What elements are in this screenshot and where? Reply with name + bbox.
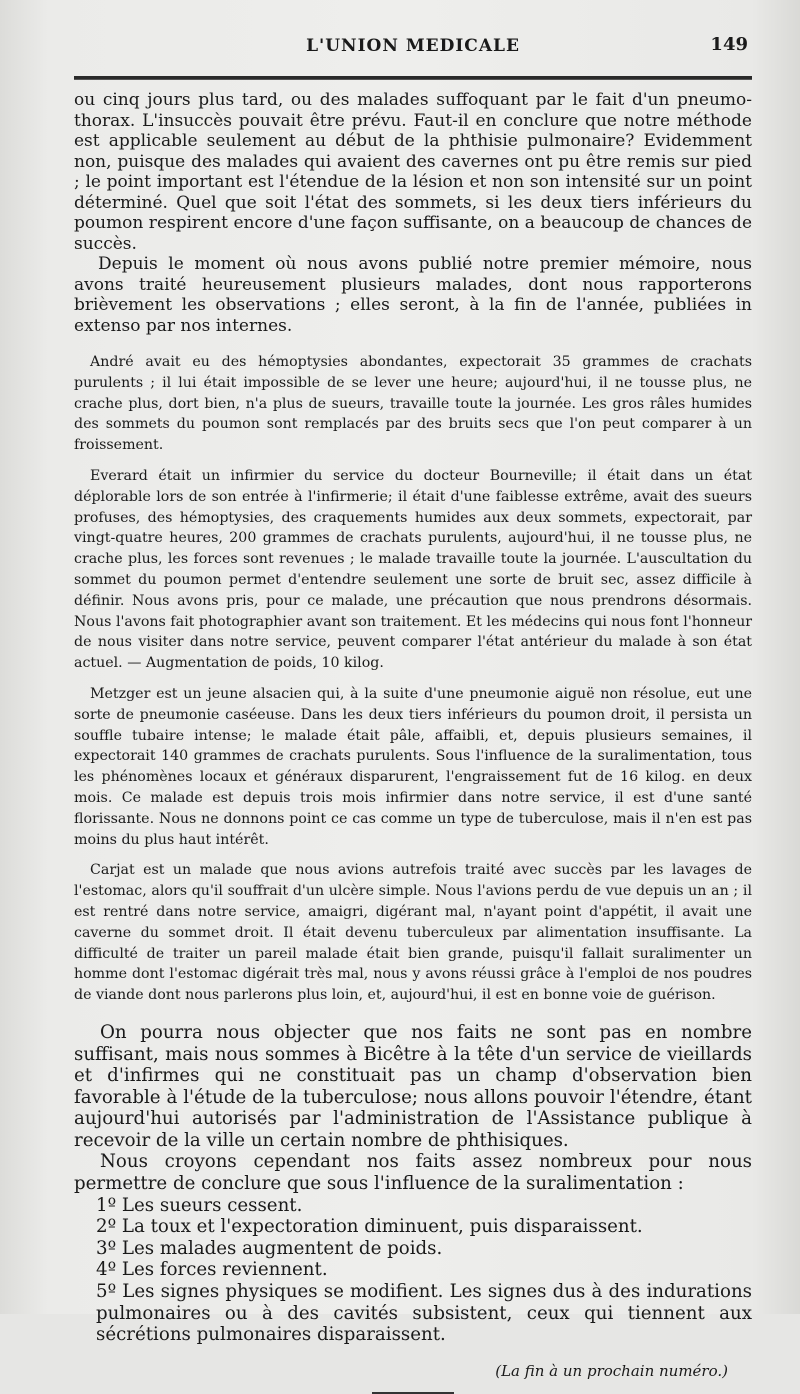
case-everard: Everard était un infirmier du service du docteur Bourneville; il était dans un état déplorable lors de son entrée à l'infirmerie; il était d'une faiblesse extrême, avait des sueurs profuses, des hémoptysies, des craquements humides aux deux sommets, expectorait, par vingt-quatre heures, 200 grammes de crachats purulents, aujourd'hui, il ne tousse plus, ne crache plus, les forces sont revenues ; le malade travaille toute la journée. L'auscultation du sommet du poumon permet d'entendre seulement une sorte de bruit sec, assez difficile à définir. Nous avons pris, pour ce malade, une précaution que nous prendrons désormais. Nous l'avons fait photographier avant son traitement. Et les médecins qui nous font l'honneur de nous visiter dans notre service, peuvent comparer l'état antérieur du malade à son état actuel. — Augmentation de poids, 10 kilog. (74, 467, 752, 672)
spacer (74, 456, 752, 466)
header-rule (74, 76, 752, 80)
spacer (74, 850, 752, 860)
spacer (74, 1006, 752, 1022)
page-header (74, 28, 752, 70)
case-carjat: Carjat est un malade que nous avions autrefois traité avec succès par les lavages de l'estomac, alors qu'il souffrait d'un ulcère simple. Nous l'avions perdu de vue depuis un an ; il est rentré dans notre service, amaigri, digérant mal, n'ayant point d'appétit, il avait une caverne du sommet droit. Il était devenu tuberculeux par alimentation insuffisante. La difficulté de traiter un pareil malade était bien grande, puisqu'il fallait suralimenter un homme dont l'estomac digérait très mal, nous y avons réussi grâce à l'emploi de nos poudres de viande dont nous parlerons plus loin, et, aujourd'hui, il est en bonne voie de guérison. (74, 862, 752, 1004)
conclusion-item: 5º Les signes physiques se modifient. Les signes dus à des indurations pulmonaires ou à des cavités subsistent, ceux qui tiennent aux sécrétions pulmonaires disparaissent. (96, 1281, 752, 1346)
conclusion-item: 3º Les malades augmentent de poids. (96, 1237, 443, 1259)
paragraph-objection: On pourra nous objecter que nos faits ne sont pas en nombre suffisant, mais nous sommes à Bicêtre à la tête d'un service de vieillards et d'infirmes qui ne constituait pas un champ d'observation bien favorable à l'étude de la tuberculose; nous allons pouvoir l'étendre, étant aujourd'hui autorisés par l'administration de l'Assistance publique à recevoir de la ville un certain nombre de phthisiques. (74, 1021, 752, 1151)
running-head: L'UNION MEDICALE (306, 36, 520, 56)
spacer (74, 674, 752, 684)
paragraph-recent-cases: Depuis le moment où nous avons publié notre premier mémoire, nous avons traité heureusement plusieurs malades, dont nous rapporterons brièvement les observations ; elles seront, à la fin de l'année, publiées in extenso par nos internes. (74, 254, 752, 336)
conclusion-item: 4º Les forces reviennent. (96, 1259, 328, 1281)
continuation-note: (La fin à un prochain numéro.) (495, 1361, 728, 1380)
conclusion-item: 2º La toux et l'expectoration diminuent, puis disparaissent. (96, 1216, 643, 1238)
conclusions-list (74, 1195, 752, 1346)
paragraph-failure-cases: ou cinq jours plus tard, ou des malades suffoquant par le fait d'un pneumo-thorax. L'insuccès pouvait être prévu. Faut-il en conclure que notre méthode est applicable seulement au début de la phthisie pulmonaire? Evidemment non, puisque des malades qui avaient des cavernes ont pu être remis sur pied ; le point important est l'étendue de la lésion et non son intensité sur un point déterminé. Quel que soit l'état des sommets, si les deux tiers inférieurs du poumon respirent encore d'une façon suffisante, on a beaucoup de chances de succès. (74, 90, 752, 254)
page-number: 149 (710, 34, 748, 55)
case-metzger: Metzger est un jeune alsacien qui, à la suite d'une pneumonie aiguë non résolue, eut une sorte de pneumonie caséeuse. Dans les deux tiers inférieurs du poumon droit, il persista un souffle tubaire intense; le malade était pâle, affaibli, et, depuis plusieurs semaines, il expectorait 140 grammes de crachats purulents. Sous l'influence de la suralimentation, tous les phénomènes locaux et généraux disparurent, l'engraissement fut de 16 kilog. en deux mois. Ce malade est depuis trois mois infirmier dans notre service, il est d'une santé florissante. Nous ne donnons point ce cas comme un type de tuberculose, mais il n'en est pas moins du plus haut intérêt. (74, 685, 752, 848)
paragraph-conclusion-intro: Nous croyons cependant nos faits assez nombreux pour nous permettre de conclure que sous l'influence de la suralimentation : (74, 1151, 752, 1195)
spacer (74, 336, 752, 352)
case-andre: André avait eu des hémoptysies abondantes, expectorait 35 grammes de crachats purulents ; il lui était impossible de se lever une heure; aujourd'hui, il ne tousse plus, ne crache plus, dort bien, n'a plus de sueurs, travaille toute la journée. Les gros râles humides des sommets du poumon sont remplacés par des bruits secs que l'on peut comparer à un froissement. (74, 354, 752, 454)
conclusion-item: 1º Les sueurs cessent. (96, 1194, 303, 1216)
